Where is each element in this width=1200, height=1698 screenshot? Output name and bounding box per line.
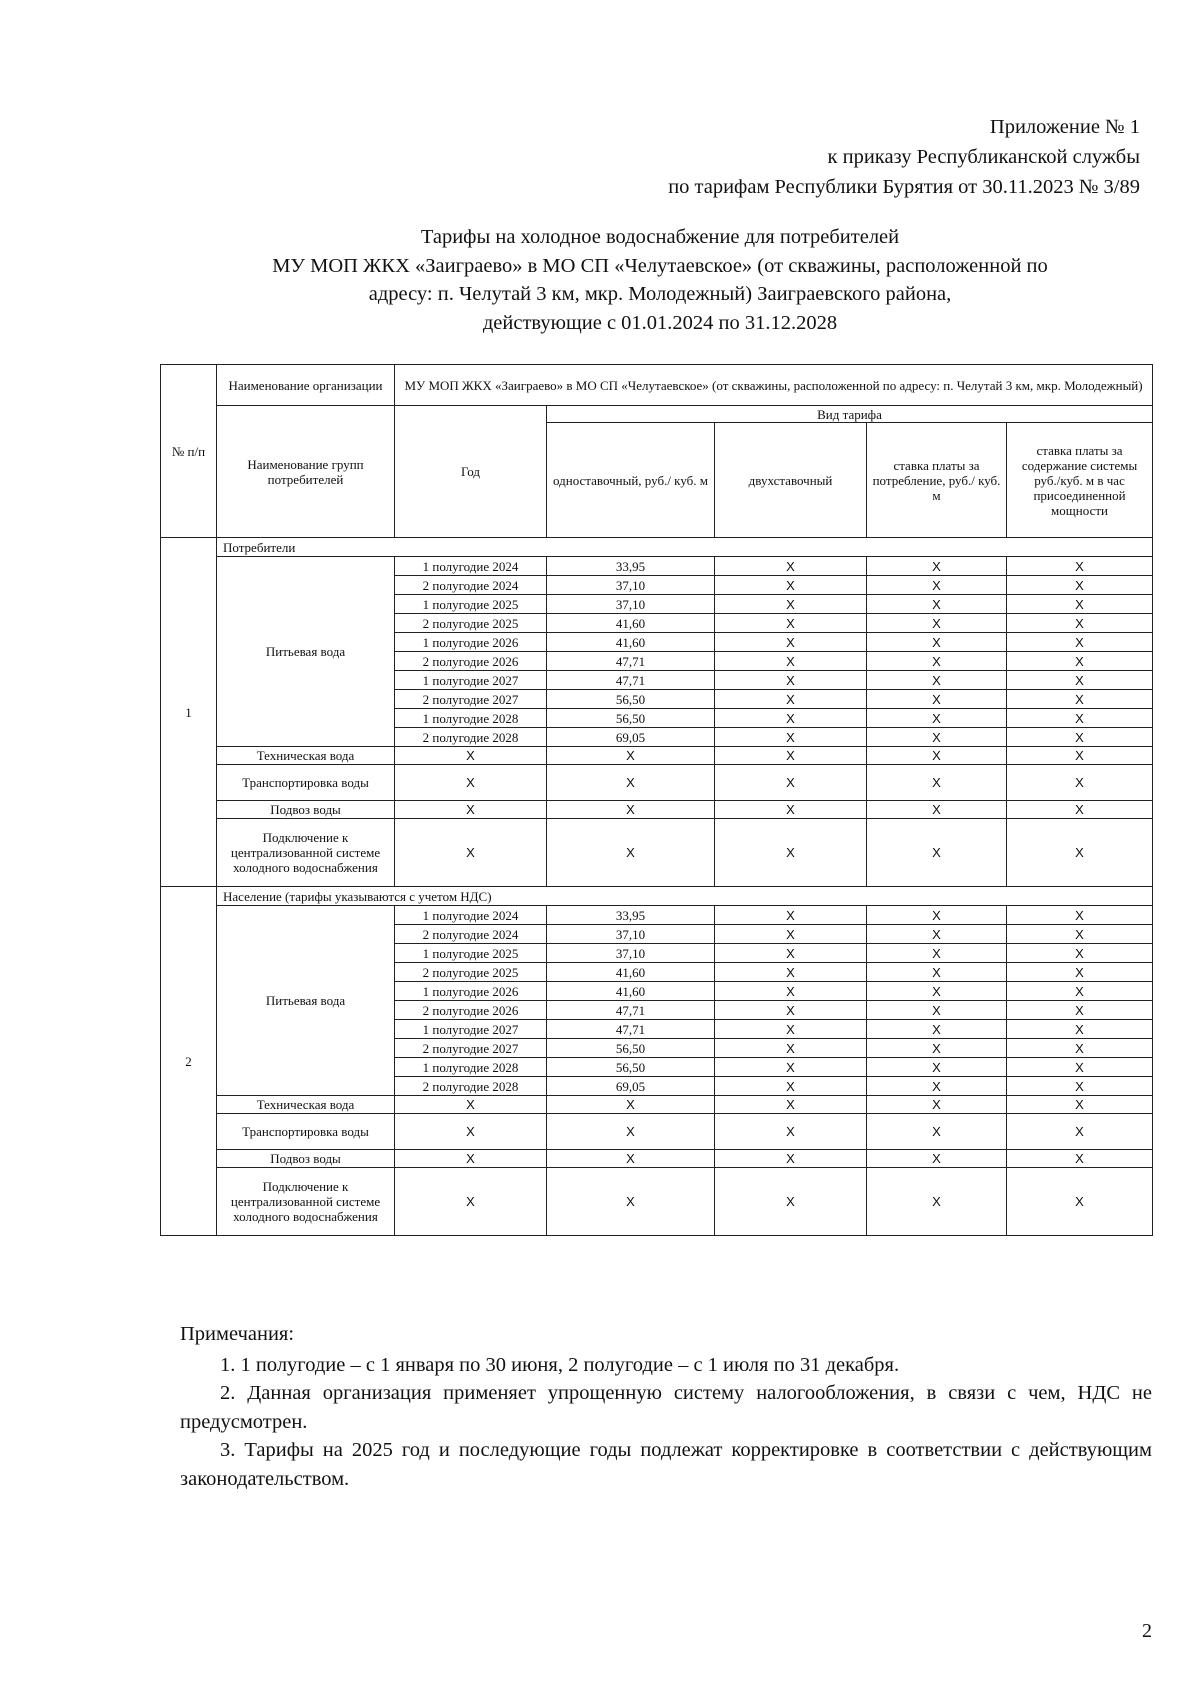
period-cell: 1 полугодие 2026	[395, 633, 547, 652]
x-mark: X	[715, 652, 867, 671]
group-drinking-water: Питьевая вода	[217, 557, 395, 747]
header-row-tariff-type	[161, 406, 1153, 423]
x-mark: X	[395, 819, 547, 887]
table-row	[161, 747, 1153, 765]
table-row	[161, 1150, 1153, 1168]
section-number: 1	[161, 538, 217, 887]
single-rate-cell: 41,60	[547, 614, 715, 633]
period-cell: 2 полугодие 2024	[395, 925, 547, 944]
x-mark: X	[867, 1020, 1007, 1039]
x-mark: X	[867, 906, 1007, 925]
x-mark: X	[1007, 1150, 1153, 1168]
x-mark: X	[1007, 1039, 1153, 1058]
table-row	[161, 819, 1153, 887]
single-rate-cell: 56,50	[547, 1039, 715, 1058]
x-mark: X	[715, 819, 867, 887]
x-mark: X	[715, 1150, 867, 1168]
period-cell: 2 полугодие 2025	[395, 963, 547, 982]
x-mark: X	[395, 801, 547, 819]
x-mark: X	[1007, 819, 1153, 887]
x-mark: X	[547, 801, 715, 819]
x-mark: X	[867, 747, 1007, 765]
notes-section	[180, 1320, 1152, 1493]
x-mark: X	[715, 633, 867, 652]
x-mark: X	[715, 576, 867, 595]
single-rate-cell: 47,71	[547, 1020, 715, 1039]
x-mark: X	[1007, 1077, 1153, 1096]
single-rate-cell: 37,10	[547, 944, 715, 963]
x-mark: X	[867, 671, 1007, 690]
x-mark: X	[867, 1168, 1007, 1236]
x-mark: X	[715, 765, 867, 801]
x-mark: X	[547, 1168, 715, 1236]
period-cell: 2 полугодие 2024	[395, 576, 547, 595]
group-water-transport: Транспортировка воды	[217, 765, 395, 801]
x-mark: X	[1007, 801, 1153, 819]
group-water-transport: Транспортировка воды	[217, 1114, 395, 1150]
x-mark: X	[867, 765, 1007, 801]
x-mark: X	[1007, 1001, 1153, 1020]
x-mark: X	[867, 652, 1007, 671]
x-mark: X	[1007, 557, 1153, 576]
group-connection: Подключение к централизованной системе холодного водоснабжения	[217, 819, 395, 887]
x-mark: X	[395, 1168, 547, 1236]
x-mark: X	[715, 595, 867, 614]
table-row	[161, 906, 1153, 925]
table-row	[161, 1114, 1153, 1150]
title-line-1: Тарифы на холодное водоснабжение для потребителей	[420, 226, 900, 248]
x-mark: X	[395, 1114, 547, 1150]
period-cell: 1 полугодие 2028	[395, 1058, 547, 1077]
header-org-label: Наименование организации	[217, 365, 395, 406]
appendix-header	[668, 112, 1140, 202]
x-mark: X	[1007, 595, 1153, 614]
x-mark: X	[715, 1114, 867, 1150]
x-mark: X	[867, 1096, 1007, 1114]
x-mark: X	[715, 1096, 867, 1114]
x-mark: X	[1007, 747, 1153, 765]
x-mark: X	[1007, 671, 1153, 690]
single-rate-cell: 33,95	[547, 557, 715, 576]
x-mark: X	[867, 1077, 1007, 1096]
single-rate-cell: 69,05	[547, 728, 715, 747]
x-mark: X	[867, 944, 1007, 963]
section-title: Население (тарифы указываются с учетом НДС)	[217, 887, 1153, 906]
x-mark: X	[867, 557, 1007, 576]
single-rate-cell: 41,60	[547, 963, 715, 982]
x-mark: X	[547, 1150, 715, 1168]
table-row	[161, 765, 1153, 801]
x-mark: X	[547, 819, 715, 887]
group-technical-water: Техническая вода	[217, 1096, 395, 1114]
period-cell: 1 полугодие 2024	[395, 557, 547, 576]
x-mark: X	[1007, 963, 1153, 982]
table-row	[161, 1096, 1153, 1114]
period-cell: 2 полугодие 2027	[395, 1039, 547, 1058]
x-mark: X	[867, 1039, 1007, 1058]
x-mark: X	[547, 747, 715, 765]
period-cell: 2 полугодие 2026	[395, 1001, 547, 1020]
x-mark: X	[715, 982, 867, 1001]
x-mark: X	[715, 925, 867, 944]
header-group: Наименование групп потребителей	[217, 406, 395, 538]
table-row	[161, 801, 1153, 819]
x-mark: X	[715, 747, 867, 765]
x-mark: X	[715, 709, 867, 728]
x-mark: X	[395, 1096, 547, 1114]
appendix-line-3: по тарифам Республики Бурятия от 30.11.2023 № 3/89	[668, 176, 1140, 198]
period-cell: 1 полугодие 2025	[395, 944, 547, 963]
period-cell: 1 полугодие 2028	[395, 709, 547, 728]
single-rate-cell: 47,71	[547, 1001, 715, 1020]
x-mark: X	[867, 801, 1007, 819]
x-mark: X	[1007, 633, 1153, 652]
period-cell: 2 полугодие 2027	[395, 690, 547, 709]
x-mark: X	[1007, 925, 1153, 944]
single-rate-cell: 56,50	[547, 1058, 715, 1077]
period-cell: 2 полугодие 2028	[395, 728, 547, 747]
x-mark: X	[1007, 982, 1153, 1001]
single-rate-cell: 37,10	[547, 576, 715, 595]
x-mark: X	[547, 765, 715, 801]
x-mark: X	[715, 1039, 867, 1058]
section-number: 2	[161, 887, 217, 1236]
header-consumption: ставка платы за потребление, руб./ куб. м	[867, 423, 1007, 538]
x-mark: X	[867, 1114, 1007, 1150]
x-mark: X	[715, 1058, 867, 1077]
single-rate-cell: 37,10	[547, 595, 715, 614]
x-mark: X	[867, 614, 1007, 633]
period-cell: 2 полугодие 2025	[395, 614, 547, 633]
x-mark: X	[867, 576, 1007, 595]
x-mark: X	[395, 1150, 547, 1168]
single-rate-cell: 41,60	[547, 982, 715, 1001]
x-mark: X	[715, 690, 867, 709]
page-number: 2	[1142, 1620, 1152, 1642]
x-mark: X	[867, 1058, 1007, 1077]
appendix-line-2: к приказу Республиканской службы	[827, 146, 1140, 168]
x-mark: X	[715, 1001, 867, 1020]
group-connection: Подключение к централизованной системе холодного водоснабжения	[217, 1168, 395, 1236]
x-mark: X	[1007, 614, 1153, 633]
note-1: 1. 1 полугодие – с 1 января по 30 июня, 2 полугодие – с 1 июля по 31 декабря.	[220, 1353, 900, 1376]
period-cell: 1 полугодие 2024	[395, 906, 547, 925]
x-mark: X	[715, 906, 867, 925]
x-mark: X	[867, 728, 1007, 747]
x-mark: X	[867, 982, 1007, 1001]
x-mark: X	[715, 801, 867, 819]
note-3: 3. Тарифы на 2025 год и последующие годы подлежат корректировке в соответствии с действующим законодательством.	[180, 1439, 1152, 1490]
tariffs-table	[160, 364, 1153, 1236]
header-single: одноставочный, руб./ куб. м	[547, 423, 715, 538]
header-double: двухставочный	[715, 423, 867, 538]
group-drinking-water: Питьевая вода	[217, 906, 395, 1096]
x-mark: X	[867, 819, 1007, 887]
x-mark: X	[715, 614, 867, 633]
header-num: № п/п	[161, 365, 217, 538]
period-cell: 2 полугодие 2028	[395, 1077, 547, 1096]
single-rate-cell: 37,10	[547, 925, 715, 944]
x-mark: X	[715, 1020, 867, 1039]
x-mark: X	[715, 671, 867, 690]
header-year: Год	[395, 406, 547, 538]
x-mark: X	[547, 1114, 715, 1150]
group-technical-water: Техническая вода	[217, 747, 395, 765]
notes-label: Примечания:	[180, 1323, 295, 1345]
period-cell: 1 полугодие 2027	[395, 1020, 547, 1039]
section-title-row	[161, 538, 1153, 557]
x-mark: X	[1007, 709, 1153, 728]
x-mark: X	[395, 765, 547, 801]
x-mark: X	[867, 595, 1007, 614]
x-mark: X	[867, 633, 1007, 652]
x-mark: X	[867, 963, 1007, 982]
x-mark: X	[1007, 1058, 1153, 1077]
x-mark: X	[715, 1077, 867, 1096]
group-water-delivery: Подвоз воды	[217, 1150, 395, 1168]
header-tariff-type: Вид тарифа	[547, 406, 1153, 423]
x-mark: X	[1007, 576, 1153, 595]
header-org-value: МУ МОП ЖКХ «Заиграево» в МО СП «Челутаевское» (от скважины, расположенной по адресу: п. Челутай 3 км, мкр. Молодежный)	[395, 365, 1153, 406]
x-mark: X	[867, 1150, 1007, 1168]
period-cell: 1 полугодие 2026	[395, 982, 547, 1001]
x-mark: X	[1007, 690, 1153, 709]
x-mark: X	[395, 747, 547, 765]
single-rate-cell: 33,95	[547, 906, 715, 925]
x-mark: X	[715, 963, 867, 982]
single-rate-cell: 56,50	[547, 690, 715, 709]
x-mark: X	[1007, 652, 1153, 671]
x-mark: X	[715, 557, 867, 576]
title-line-2: МУ МОП ЖКХ «Заиграево» в МО СП «Челутаевское» (от скважины, расположенной по	[272, 254, 1048, 277]
section-title: Потребители	[217, 538, 1153, 557]
single-rate-cell: 56,50	[547, 709, 715, 728]
group-water-delivery: Подвоз воды	[217, 801, 395, 819]
x-mark: X	[1007, 1168, 1153, 1236]
period-cell: 1 полугодие 2025	[395, 595, 547, 614]
x-mark: X	[1007, 1020, 1153, 1039]
x-mark: X	[715, 728, 867, 747]
x-mark: X	[1007, 906, 1153, 925]
x-mark: X	[715, 1168, 867, 1236]
title-line-4: действующие с 01.01.2024 по 31.12.2028	[482, 311, 838, 334]
table-row	[161, 557, 1153, 576]
note-2: 2. Данная организация применяет упрощенную систему налогообложения, в связи с чем, НДС не предусмотрен.	[180, 1382, 1152, 1433]
x-mark: X	[867, 709, 1007, 728]
table-row	[161, 1168, 1153, 1236]
header-maintenance: ставка платы за содержание системы руб./куб. м в час присоединенной мощности	[1007, 423, 1153, 538]
x-mark: X	[1007, 944, 1153, 963]
x-mark: X	[547, 1096, 715, 1114]
x-mark: X	[1007, 1114, 1153, 1150]
title-line-3: адресу: п. Челутай 3 км, мкр. Молодежный) Заиграевского района,	[368, 283, 952, 305]
document-title	[180, 223, 1140, 337]
x-mark: X	[1007, 765, 1153, 801]
tariffs-table-body	[161, 365, 1153, 1236]
single-rate-cell: 41,60	[547, 633, 715, 652]
x-mark: X	[867, 1001, 1007, 1020]
header-row-org	[161, 365, 1153, 406]
period-cell: 1 полугодие 2027	[395, 671, 547, 690]
x-mark: X	[1007, 1096, 1153, 1114]
single-rate-cell: 47,71	[547, 652, 715, 671]
section-title-row	[161, 887, 1153, 906]
single-rate-cell: 47,71	[547, 671, 715, 690]
single-rate-cell: 69,05	[547, 1077, 715, 1096]
period-cell: 2 полугодие 2026	[395, 652, 547, 671]
x-mark: X	[715, 944, 867, 963]
x-mark: X	[867, 690, 1007, 709]
x-mark: X	[1007, 728, 1153, 747]
appendix-line-1: Приложение № 1	[989, 116, 1140, 138]
x-mark: X	[867, 925, 1007, 944]
